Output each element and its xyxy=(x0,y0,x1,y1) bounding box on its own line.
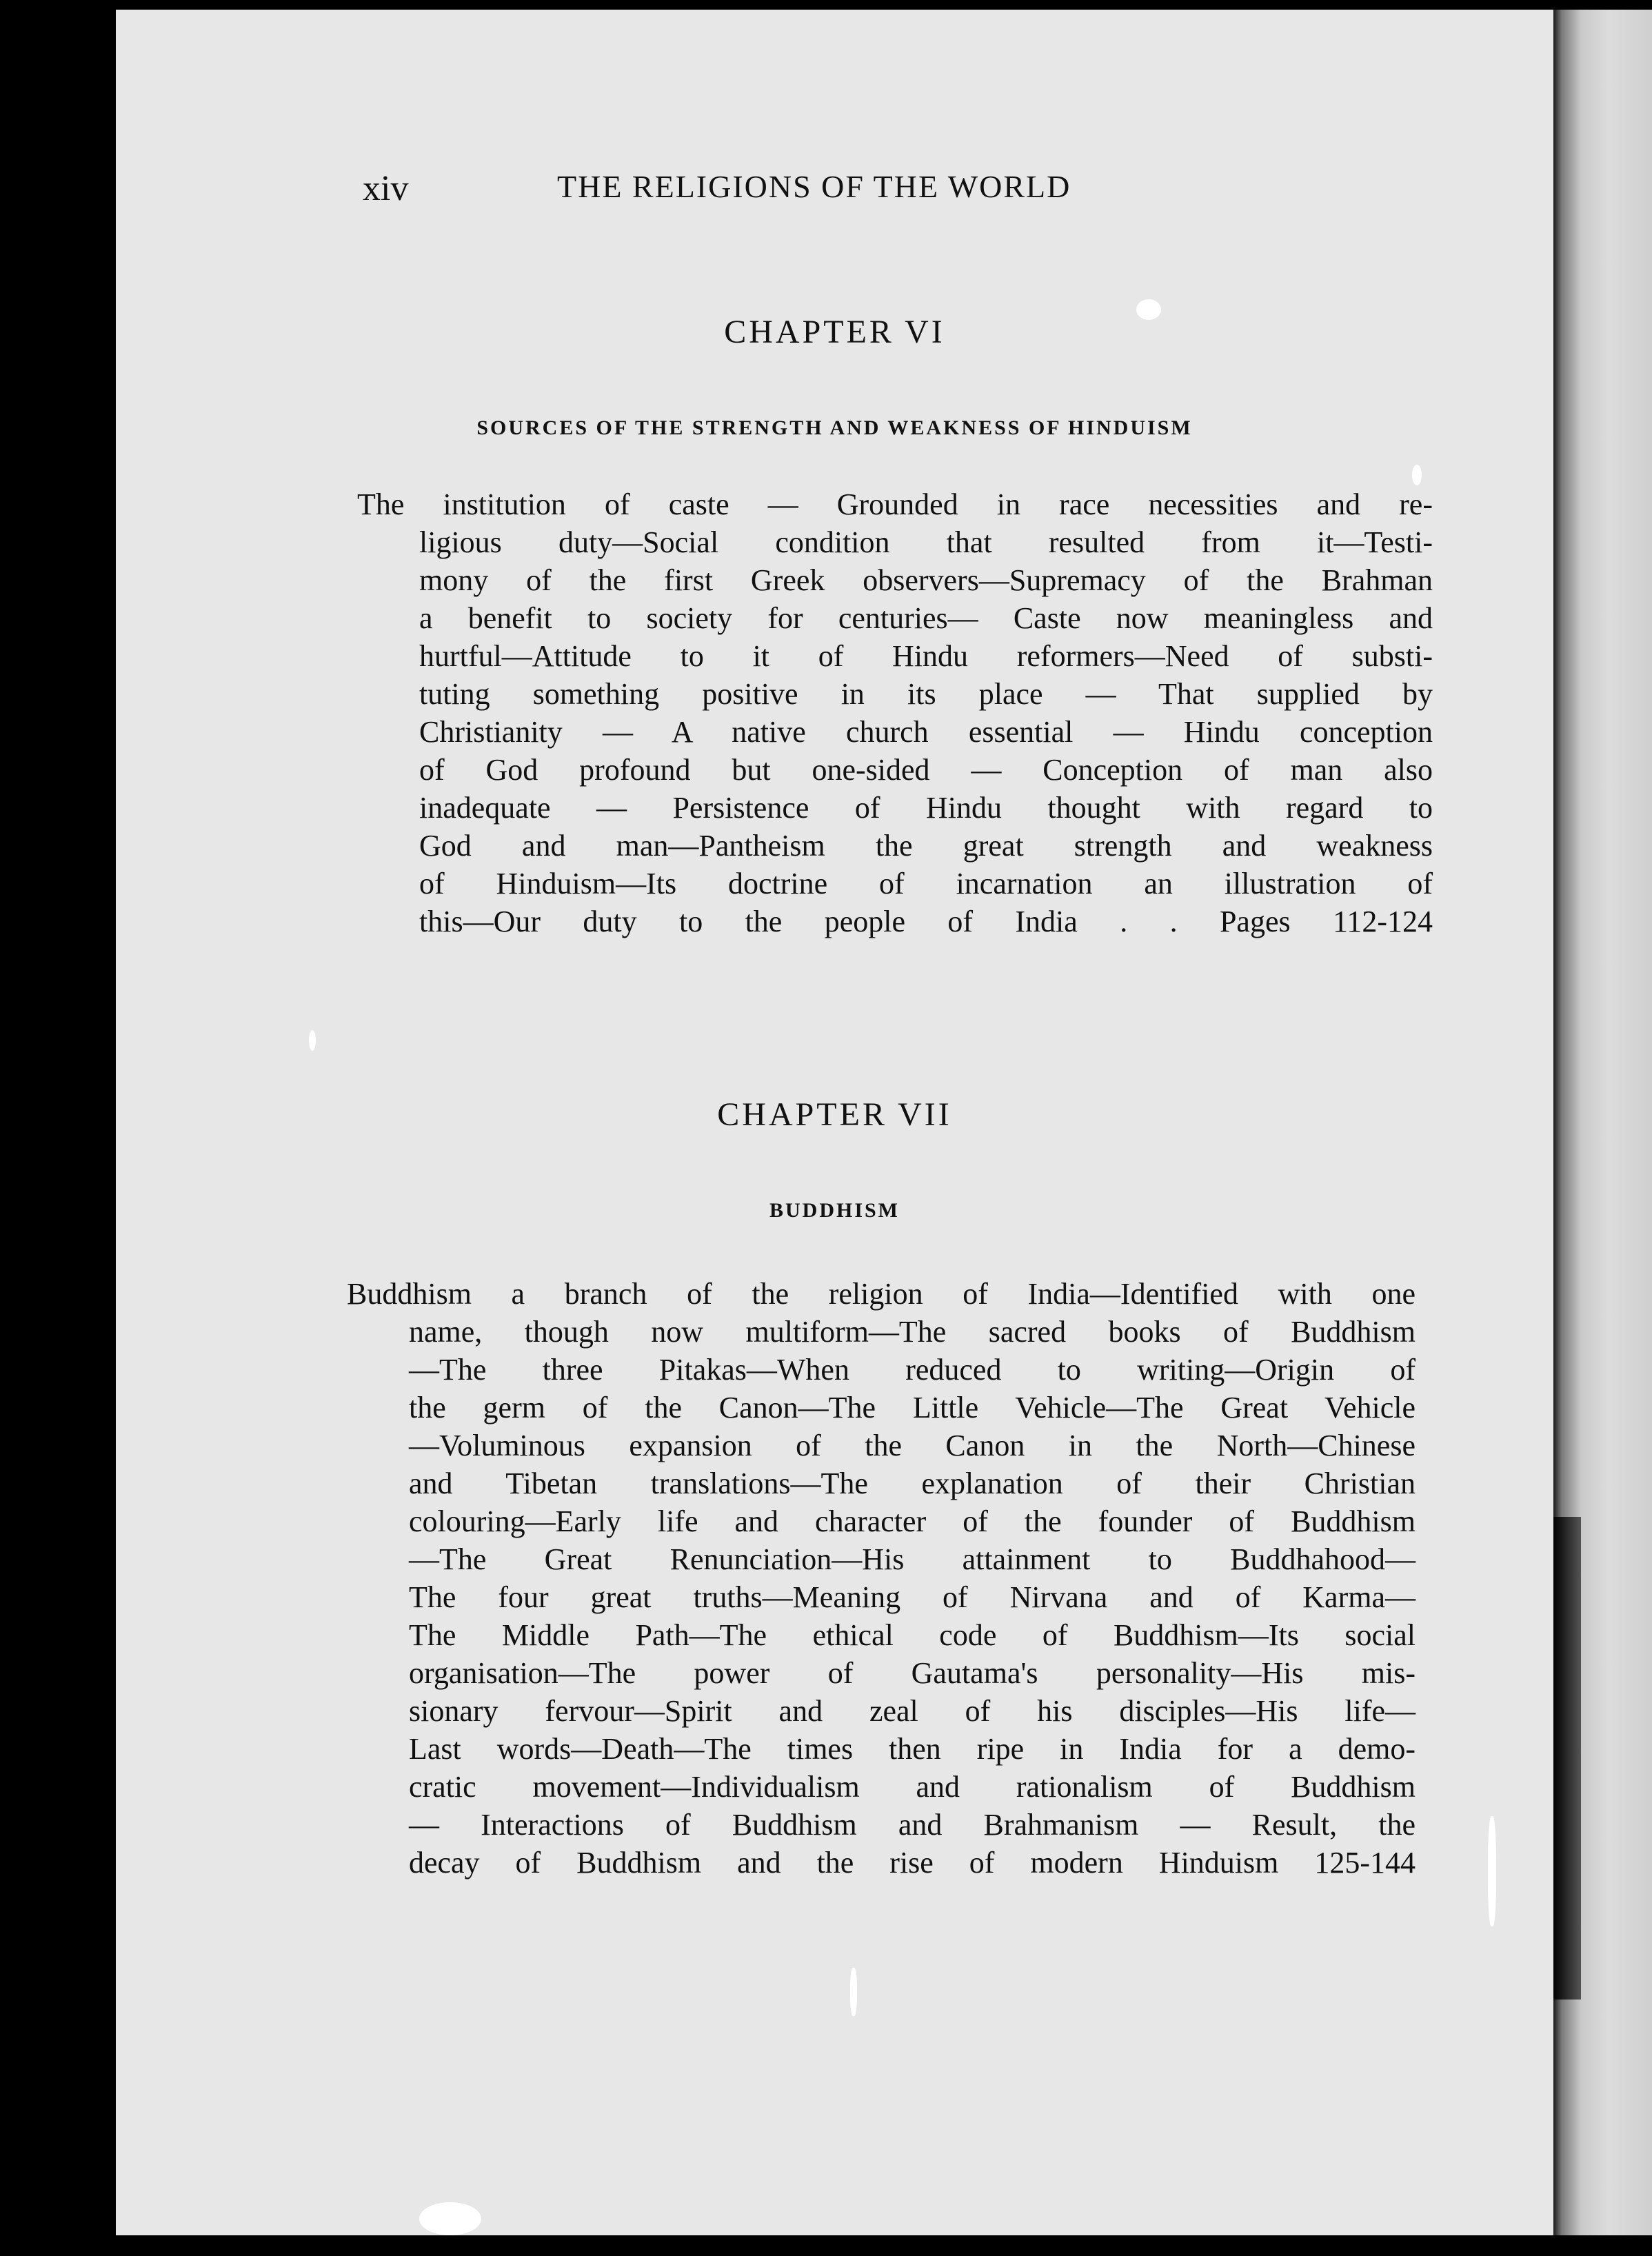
synopsis-line: The institution of caste — Grounded in race necessities and re- xyxy=(357,487,1433,521)
book-spine-shadow xyxy=(1553,1517,1581,2000)
synopsis-line: colouring—Early life and character of the founder of Buddhism xyxy=(409,1504,1416,1538)
book-title: THE RELIGIONS OF THE WORLD xyxy=(557,169,1071,204)
chapter-vi-synopsis xyxy=(357,485,1433,940)
page-number: xiv xyxy=(363,169,409,208)
chapter-vii-subtitle: BUDDHISM xyxy=(769,1199,900,1222)
synopsis-line: inadequate — Persistence of Hindu thought with regard to xyxy=(419,791,1433,825)
chapter-vi-subtitle: SOURCES OF THE STRENGTH AND WEAKNESS OF HINDUISM xyxy=(476,416,1193,439)
synopsis-line: of Hinduism—Its doctrine of incarnation an illustration of xyxy=(419,867,1433,900)
synopsis-line: —The three Pitakas—When reduced to writing—Origin of xyxy=(409,1353,1416,1387)
synopsis-line: hurtful—Attitude to it of Hindu reformers—Need of substi- xyxy=(419,639,1433,673)
synopsis-line: sionary fervour—Spirit and zeal of his disciples—His life— xyxy=(409,1694,1416,1728)
running-head xyxy=(116,168,1553,216)
synopsis-line: The four great truths—Meaning of Nirvana and of Karma— xyxy=(409,1580,1416,1614)
chapter-vii-synopsis xyxy=(347,1275,1416,1882)
scan-speck xyxy=(1488,1816,1496,1926)
synopsis-line: the germ of the Canon—The Little Vehicle—The Great Vehicle xyxy=(409,1391,1416,1424)
synopsis-line: —Voluminous expansion of the Canon in the North—Chinese xyxy=(409,1429,1416,1462)
synopsis-line: Buddhism a branch of the religion of India—Identified with one xyxy=(347,1277,1416,1311)
synopsis-line: of God profound but one-sided — Conception of man also xyxy=(419,753,1433,787)
scan-speck xyxy=(1412,465,1422,485)
synopsis-line: a benefit to society for centuries— Caste now meaningless and xyxy=(419,601,1433,635)
synopsis-line: organisation—The power of Gautama's personality—His mis- xyxy=(409,1656,1416,1690)
chapter-vi-heading: CHAPTER VI xyxy=(724,314,945,350)
scan-speck xyxy=(309,1030,316,1051)
synopsis-line: mony of the first Greek observers—Supremacy of the Brahman xyxy=(419,563,1433,597)
synopsis-line: decay of Buddhism and the rise of modern Hinduism 125-144 xyxy=(409,1846,1416,1880)
scan-speck xyxy=(419,2202,481,2235)
synopsis-line: — Interactions of Buddhism and Brahmanism — Result, the xyxy=(409,1808,1416,1842)
book-page xyxy=(116,10,1553,2235)
synopsis-line: cratic movement—Individualism and rationalism of Buddhism xyxy=(409,1770,1416,1804)
synopsis-line: Last words—Death—The times then ripe in India for a demo- xyxy=(409,1732,1416,1766)
synopsis-line: ligious duty—Social condition that resulted from it—Testi- xyxy=(419,525,1433,559)
chapter-vii-heading: CHAPTER VII xyxy=(717,1096,952,1133)
synopsis-line: tuting something positive in its place — That supplied by xyxy=(419,677,1433,711)
synopsis-line: and Tibetan translations—The explanation of their Christian xyxy=(409,1467,1416,1500)
scan-speck xyxy=(1136,299,1161,320)
synopsis-line: —The Great Renunciation—His attainment to Buddhahood— xyxy=(409,1542,1416,1576)
scan-speck xyxy=(850,1968,857,2016)
synopsis-line: God and man—Pantheism the great strength and weakness xyxy=(419,829,1433,863)
synopsis-line: this—Our duty to the people of India . . Pages 112-124 xyxy=(419,905,1433,938)
synopsis-line: The Middle Path—The ethical code of Buddhism—Its social xyxy=(409,1618,1416,1652)
synopsis-line: Christianity — A native church essential — Hindu conception xyxy=(419,715,1433,749)
synopsis-line: name, though now multiform—The sacred books of Buddhism xyxy=(409,1315,1416,1349)
